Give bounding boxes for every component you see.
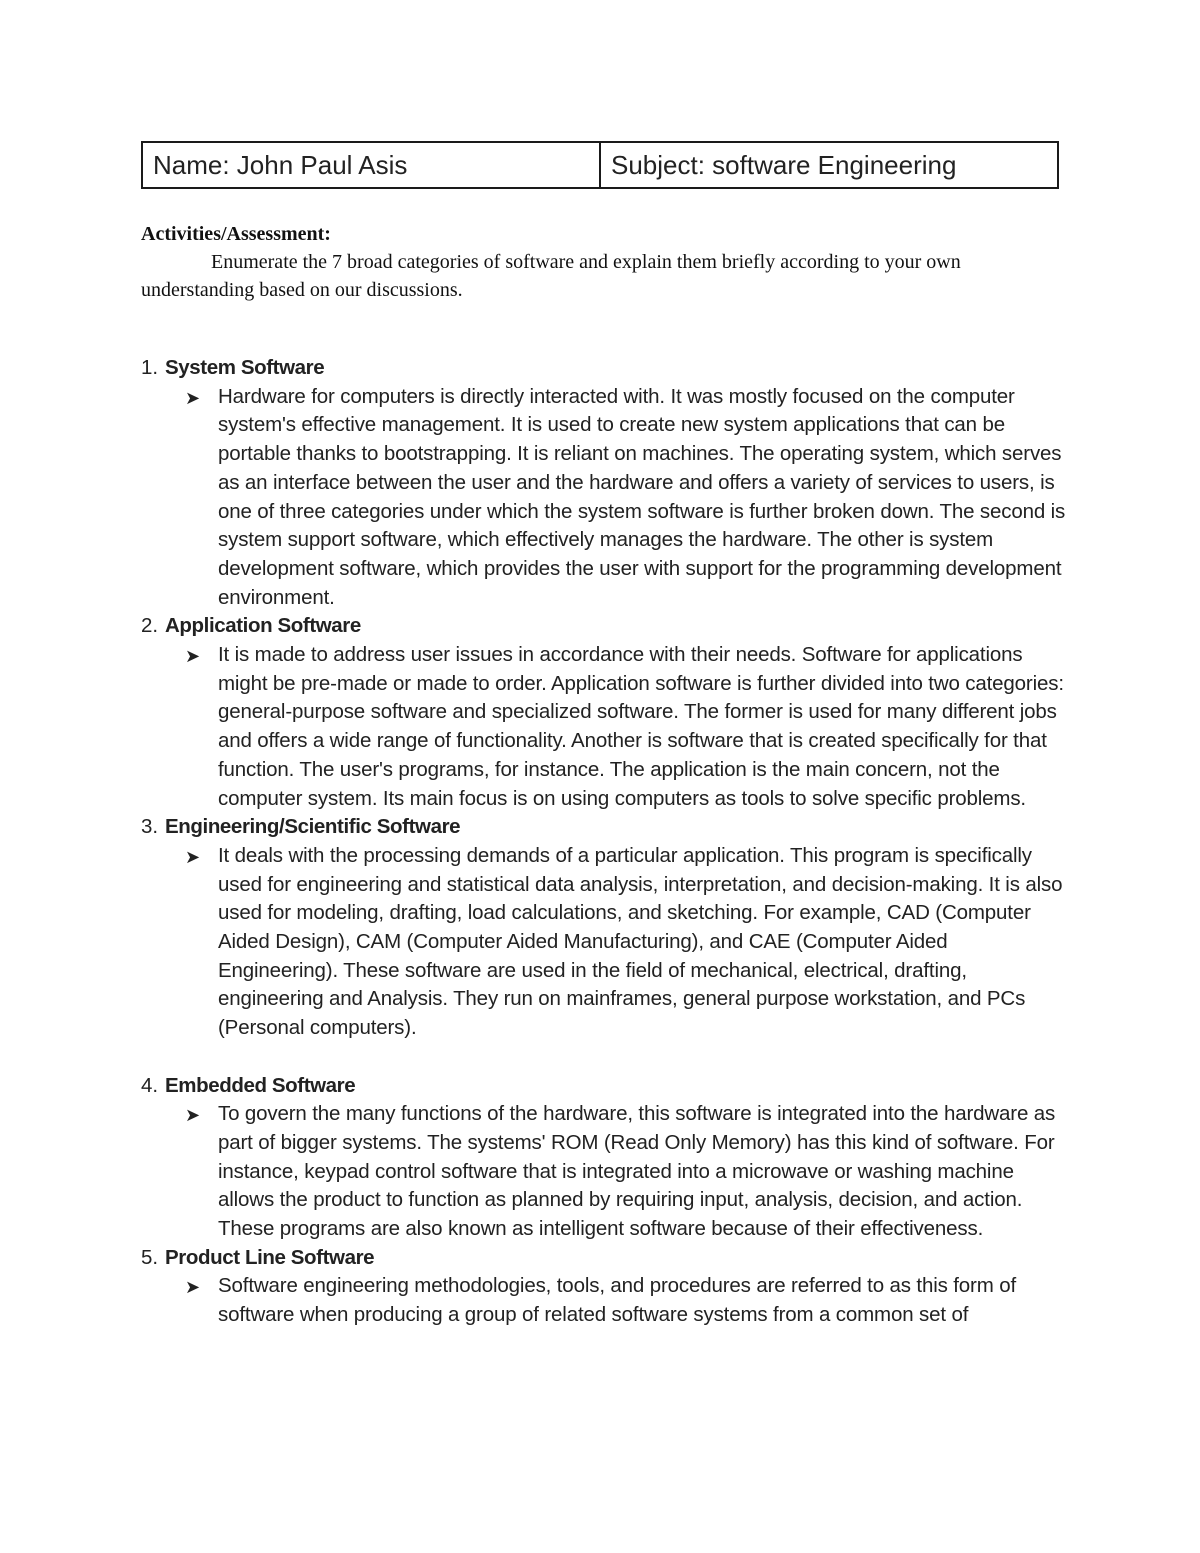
bullet-point: [185, 842, 1071, 1043]
item-heading: [141, 612, 1071, 641]
item-title: Embedded Software: [165, 1073, 356, 1097]
name-cell: Name: John Paul Asis: [153, 149, 408, 180]
list-item: [141, 813, 1071, 1043]
item-description: Software engineering methodologies, tools, and procedures are referred to as this form of software when producing a group of related software systems from a common set of: [218, 1274, 1016, 1327]
arrow-bullet-icon: ➤: [185, 1105, 201, 1126]
item-description: Hardware for computers is directly interacted with. It was mostly focused on the computer system's effective management. It is used to create new system applications that can be portable thanks to bootstrapping. It is reliant on machines. The operating system, which serves as an interface between the user and the hardware and offers a variety of services to users, is one of three categories under which the system software is further broken down. The second is system support software, which effectively manages the hardware. The other is system development software, which provides the user with support for the programming development environment.: [218, 384, 1066, 609]
list-item: [141, 354, 1071, 612]
bullet-point: [185, 641, 1071, 813]
list-item: [141, 612, 1071, 813]
bullet-point: [185, 1272, 1071, 1329]
item-heading: [141, 1244, 1071, 1273]
bullet-point: [185, 383, 1071, 613]
blank-line: [141, 1043, 1071, 1072]
item-title: Application Software: [165, 614, 361, 638]
header-table: [141, 141, 1059, 189]
arrow-bullet-icon: ➤: [185, 387, 201, 408]
list-item: [141, 1244, 1071, 1330]
item-number: 1.: [141, 356, 159, 379]
item-number: 4.: [141, 1073, 159, 1097]
arrow-bullet-icon: ➤: [185, 846, 201, 867]
bullet-point: [185, 1100, 1071, 1244]
item-description: It is made to address user issues in accordance with their needs. Software for applications might be pre-made or made to order. Application software is further divided into two categories: general-purpose software and specialized software. The former is used for many different jobs and offers a wide range of functionality. Another is software that is created specifically for that function. The user's programs, for instance. The application is the main concern, not the computer system. Its main focus is on using computers as tools to solve specific problems.: [218, 643, 1064, 810]
item-description: To govern the many functions of the hardware, this software is integrated into the hardware as part of bigger systems. The systems' ROM (Read Only Memory) has this kind of software. For instance, keypad control software that is integrated into a microwave or washing machine allows the product to function as planned by requiring input, analysis, decision, and action. These programs are also known as intelligent software because of their effectiveness.: [218, 1102, 1056, 1241]
activities-instruction: Enumerate the 7 broad categories of software and explain them briefly according to your own understanding based on our discussions.: [141, 251, 961, 301]
item-number: 2.: [141, 614, 159, 638]
category-list: [141, 354, 1071, 1330]
item-number: 5.: [141, 1245, 159, 1269]
item-heading: [141, 1072, 1071, 1101]
arrow-bullet-icon: ➤: [185, 646, 201, 667]
item-title: Product Line Software: [165, 1245, 375, 1269]
item-heading: [141, 813, 1071, 842]
list-item: [141, 1072, 1071, 1244]
item-title: Engineering/Scientific Software: [165, 815, 461, 839]
item-number: 3.: [141, 815, 159, 839]
arrow-bullet-icon: ➤: [185, 1277, 201, 1298]
activities-title: Activities/Assessment:: [141, 223, 331, 245]
item-title: System Software: [165, 356, 325, 379]
item-description: It deals with the processing demands of a particular application. This program is specifically used for engineering and statistical data analysis, interpretation, and decision-making. It is also used for modeling, drafting, load calculations, and sketching. For example, CAD (Computer Aided Design), CAM (Computer Aided Manufacturing), and CAE (Computer Aided Engineering). These software are used in the field of mechanical, electrical, drafting, engineering and Analysis. They run on mainframes, general purpose workstation, and PCs (Personal computers).: [218, 843, 1063, 1040]
item-heading: [141, 354, 1071, 383]
subject-cell: Subject: software Engineering: [599, 143, 1057, 187]
activities-section: [141, 220, 1061, 304]
